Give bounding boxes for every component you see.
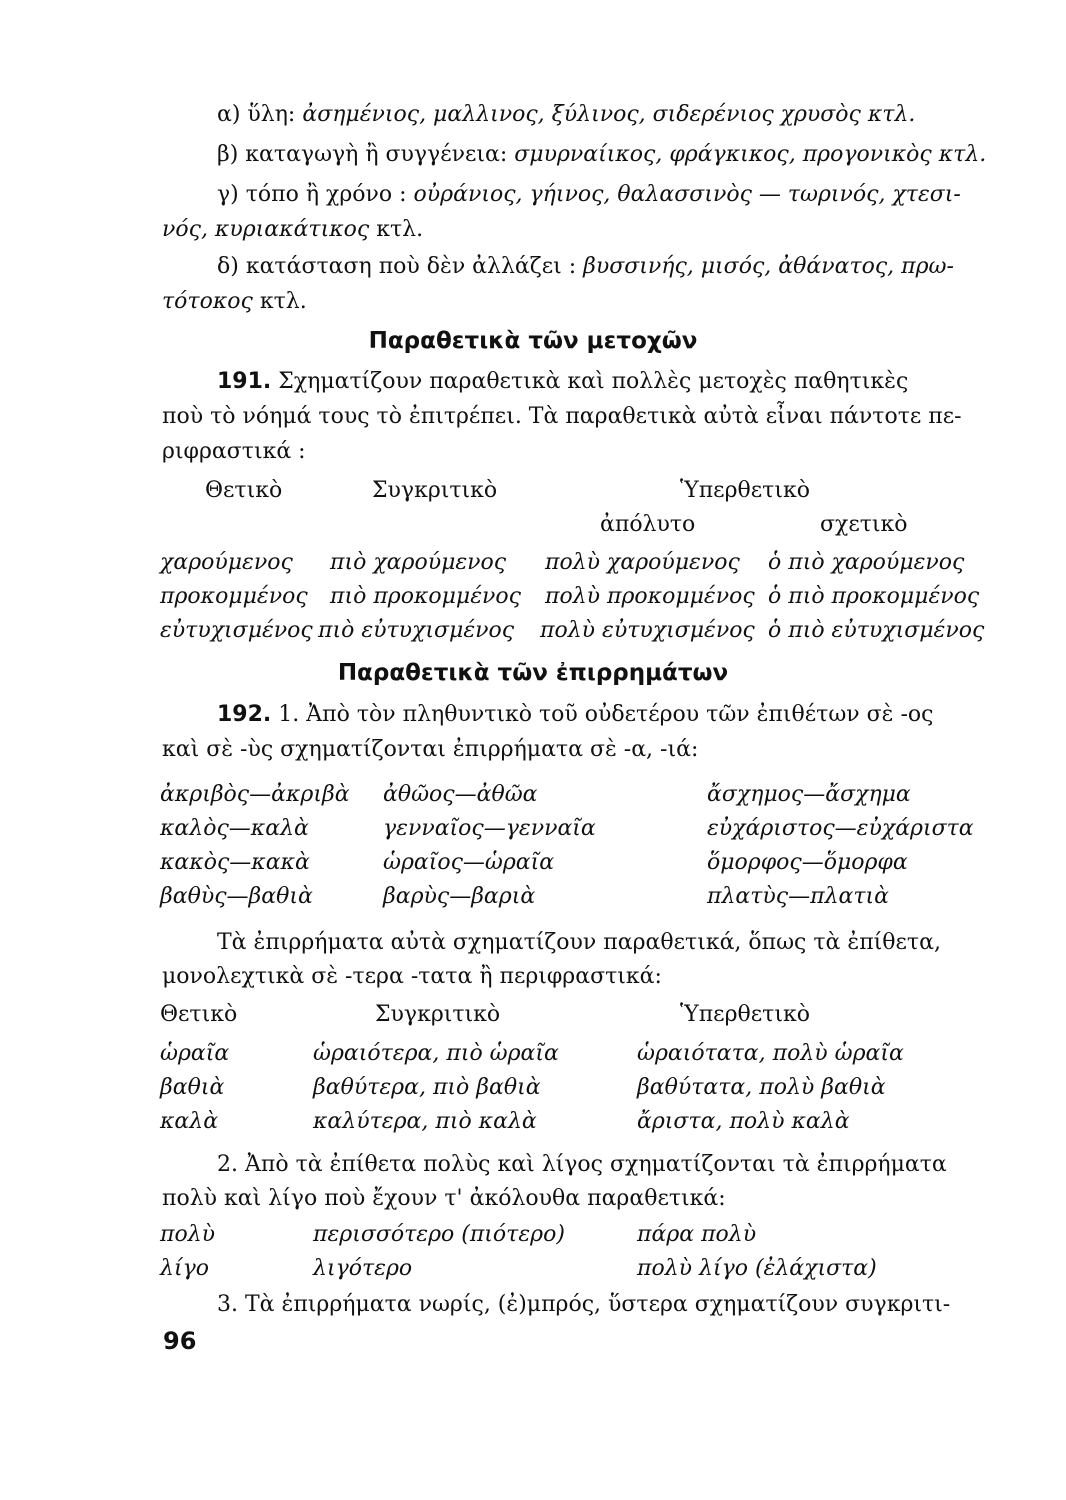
para3-line1: 2. Ἀπὸ τὰ ἐπίθετα πολὺς καὶ λίγος σχηματίζονται τὰ ἐπιρρήματα xyxy=(217,1152,947,1177)
table2-cell: ἀκριβὸς—ἀκριβὰ xyxy=(160,782,350,807)
intro-line-b: β) καταγωγὴ ἢ συγγένεια: σμυρναίικος, φράγκικος, προγονικὸς κτλ. xyxy=(217,142,987,167)
intro-line-c-cont: νός, κυριακάτικος κτλ. xyxy=(162,217,424,242)
section-heading-adverbs: Παραθετικὰ τῶν ἐπιρρημάτων xyxy=(337,660,729,686)
table1-cell: προκομμένος xyxy=(160,584,308,609)
section-heading-participles: Παραθετικὰ τῶν μετοχῶν xyxy=(368,328,698,354)
table2-cell: ἀθῶος—ἀθῶα xyxy=(383,782,538,807)
table3-header-superlative: Ὑπερθετικὸ xyxy=(680,1002,810,1027)
table2-cell: πλατὺς—πλατιὰ xyxy=(707,884,890,909)
table1-header-comparative: Συγκριτικὸ xyxy=(372,478,498,503)
table3-header-positive: Θετικὸ xyxy=(160,1002,238,1027)
table2-cell: καλὸς—καλὰ xyxy=(160,816,309,841)
table2-cell: ὡραῖος—ὡραῖα xyxy=(383,850,555,875)
table3-cell: βαθιὰ xyxy=(160,1075,225,1100)
sec191-line3: ριφραστικά : xyxy=(162,439,306,464)
table1-subheader-absolute: ἀπόλυτο xyxy=(600,512,696,537)
table2-cell: βαθὺς—βαθιὰ xyxy=(160,884,313,909)
table3-cell: ὡραῖα xyxy=(160,1041,230,1066)
table1-cell: πιὸ χαρούμενος xyxy=(330,550,507,575)
table3-cell: ὡραιότατα, πολὺ ὡραῖα xyxy=(637,1041,904,1066)
table2-cell: ὅμορφος—ὅμορφα xyxy=(707,850,908,875)
table3-cell: ἄριστα, πολὺ καλὰ xyxy=(637,1109,850,1134)
table2-cell: γενναῖος—γενναῖα xyxy=(383,816,596,841)
page-number: 96 xyxy=(163,1327,197,1355)
intro-line-c: γ) τόπο ἢ χρόνο : οὐράνιος, γήινος, θαλασσινὸς — τωρινός, χτεσι- xyxy=(217,182,961,207)
table1-cell: πολὺ χαρούμενος xyxy=(545,550,740,575)
table4-cell: πολὺ λίγο (ἐλάχιστα) xyxy=(637,1256,877,1281)
table3-header-comparative: Συγκριτικὸ xyxy=(375,1002,501,1027)
table1-cell: ὁ πιὸ εὐτυχισμένος xyxy=(768,618,985,643)
table1-subheader-relative: σχετικὸ xyxy=(820,512,908,537)
table1-cell: ὁ πιὸ προκομμένος xyxy=(768,584,980,609)
table2-cell: βαρὺς—βαριὰ xyxy=(383,884,536,909)
para2-line1: Τὰ ἐπιρρήματα αὐτὰ σχηματίζουν παραθετικά, ὅπως τὰ ἐπίθετα, xyxy=(217,930,941,955)
table1-header-superlative: Ὑπερθετικὸ xyxy=(680,478,810,503)
intro-line-d: δ) κατάσταση ποὺ δὲν ἀλλάζει : βυσσινής, μισός, ἀθάνατος, πρω- xyxy=(217,254,954,279)
table4-cell: πολὺ xyxy=(160,1222,216,1247)
table1-cell: πολὺ εὐτυχισμένος xyxy=(540,618,755,643)
table3-cell: ὡραιότερα, πιὸ ὡραῖα xyxy=(313,1041,559,1066)
intro-line-a: α) ὕλη: ἀσημένιος, μαλλινος, ξύλινος, σιδερένιος χρυσὸς κτλ. xyxy=(217,102,916,127)
table2-cell: κακὸς—κακὰ xyxy=(160,850,310,875)
table3-cell: βαθύτατα, πολὺ βαθιὰ xyxy=(637,1075,886,1100)
table1-cell: ὁ πιὸ χαρούμενος xyxy=(768,550,965,575)
table1-cell: πιὸ προκομμένος xyxy=(330,584,521,609)
sec191-line2: ποὺ τὸ νόημά τους τὸ ἐπιτρέπει. Τὰ παραθετικὰ αὐτὰ εἶναι πάντοτε πε- xyxy=(162,404,962,429)
sec191-line1: 191. Σχηματίζουν παραθετικὰ καὶ πολλὲς μετοχὲς παθητικὲς xyxy=(217,369,909,394)
table3-cell: καλὰ xyxy=(160,1109,219,1134)
table1-cell: πολὺ προκομμένος xyxy=(545,584,755,609)
table4-cell: περισσότερο (πιότερο) xyxy=(313,1222,565,1247)
intro-line-d-cont: τότοκος κτλ. xyxy=(162,289,307,314)
table1-cell: εὐτυχισμένος xyxy=(160,618,313,643)
table2-cell: ἄσχημος—ἄσχημα xyxy=(707,782,911,807)
table2-cell: εὐχάριστος—εὐχάριστα xyxy=(707,816,974,841)
table3-cell: καλύτερα, πιὸ καλὰ xyxy=(313,1109,537,1134)
sec192-line2: καὶ σὲ -ὺς σχηματίζονται ἐπιρρήματα σὲ -α, -ιά: xyxy=(162,737,699,762)
sec192-line1: 192. 1. Ἀπὸ τὸν πληθυντικὸ τοῦ οὐδετέρου τῶν ἐπιθέτων σὲ -ος xyxy=(217,702,934,727)
table3-cell: βαθύτερα, πιὸ βαθιὰ xyxy=(313,1075,541,1100)
table4-cell: λιγότερο xyxy=(313,1256,413,1281)
para4-line1: 3. Τὰ ἐπιρρήματα νωρίς, (ἐ)μπρός, ὕστερα σχηματίζουν συγκριτι- xyxy=(217,1292,951,1317)
table1-header-positive: Θετικὸ xyxy=(205,478,283,503)
table1-cell: πιὸ εὐτυχισμένος xyxy=(318,618,515,643)
table1-cell: χαρούμενος xyxy=(160,550,293,575)
table4-cell: πάρα πολὺ xyxy=(637,1222,757,1247)
para2-line2: μονολεχτικὰ σὲ -τερα -τατα ἢ περιφραστικά: xyxy=(162,964,662,989)
table4-cell: λίγο xyxy=(160,1256,209,1281)
para3-line2: πολὺ καὶ λίγο ποὺ ἔχουν τ' ἀκόλουθα παραθετικά: xyxy=(162,1186,726,1211)
